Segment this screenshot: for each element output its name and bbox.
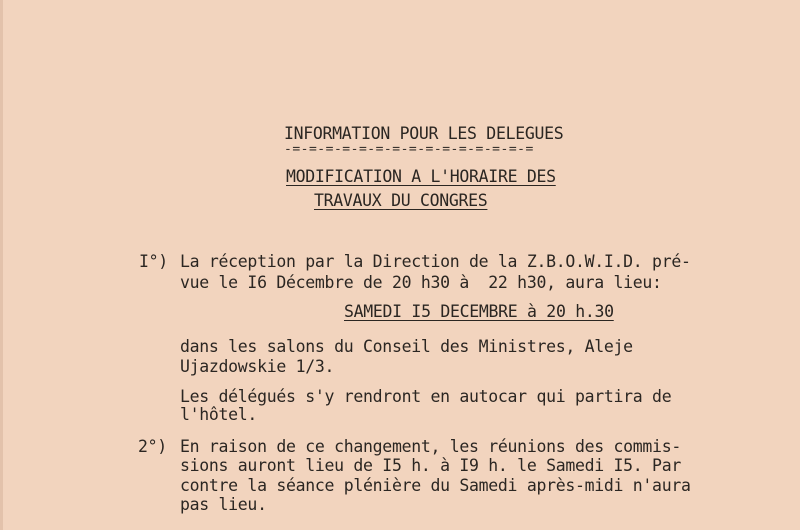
subtitle-line-1: MODIFICATION A L'HORAIRE DES — [286, 167, 556, 186]
item-2-number: 2°) — [138, 437, 167, 456]
subtitle-line-2: TRAVAUX DU CONGRES — [314, 191, 488, 210]
document-title: INFORMATION POUR LES DELEGUES — [284, 124, 564, 143]
item-1-highlight-date: SAMEDI I5 DECEMBRE à 20 h.30 — [344, 302, 614, 321]
item-2-line-3: contre la séance plénière du Samedi après-midi n'aura — [180, 476, 691, 495]
item-2-line-4: pas lieu. — [180, 495, 267, 514]
item-1-para-2-line-2: Ujazdowskie 1/3. — [180, 357, 335, 376]
item-1-para-2-line-1: dans les salons du Conseil des Ministres, Aleje — [180, 337, 633, 356]
item-1-para-3-line-2: l'hôtel. — [180, 405, 258, 424]
page-edge-shadow — [0, 0, 3, 530]
item-1-line-1: La réception par la Direction de la Z.B.O.W.I.D. pré- — [180, 252, 691, 271]
item-1-number: I°) — [139, 252, 168, 271]
title-underline-rule: -=-=-=-=-=-=-=-=-=-=-=-=-=-=-= — [284, 142, 534, 157]
item-2-line-2: sions auront lieu de I5 h. à I9 h. le Samedi I5. Par — [180, 456, 681, 475]
item-1-para-3-line-1: Les délégués s'y rendront en autocar qui partira de — [180, 387, 672, 406]
item-2-line-1: En raison de ce changement, les réunions des commis- — [180, 437, 681, 456]
item-1-line-2: vue le I6 Décembre de 20 h30 à 22 h30, aura lieu: — [180, 273, 662, 292]
